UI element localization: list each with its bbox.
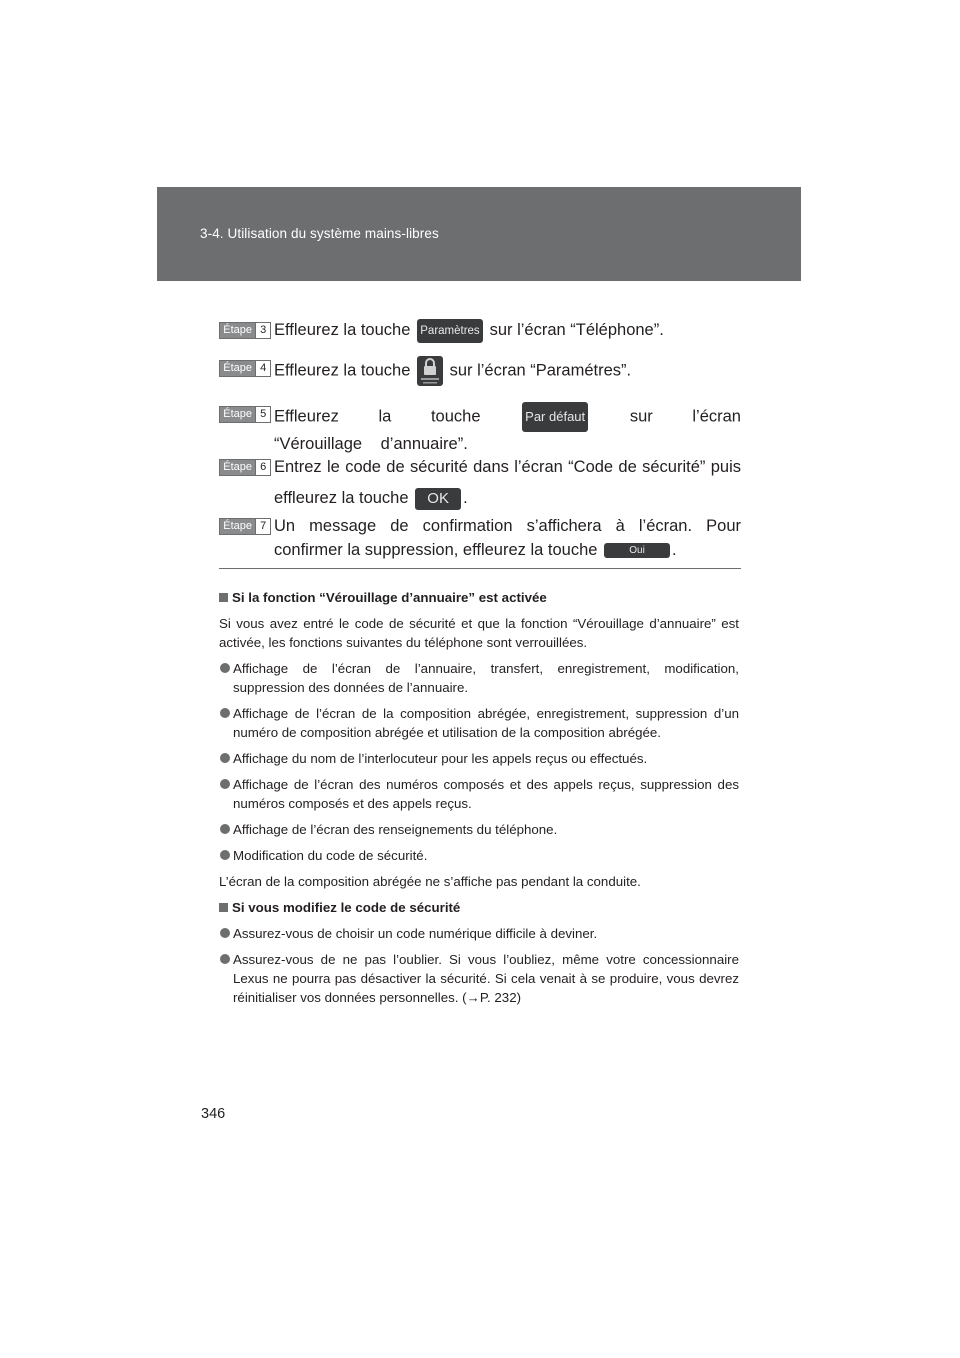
list-item: Affichage de l’écran de la composition abrégée, enregistrement, suppression d’un numéro de composition abrégée et utilisation de la composition abrégée.: [219, 704, 739, 742]
step-7: [219, 514, 741, 562]
list-item: Modification du code de sécurité.: [219, 846, 739, 865]
list-item: Affichage de l’écran de l’annuaire, transfert, enregistrement, modification, suppression des données de l’annuaire.: [219, 659, 739, 697]
step-badge: Étape 5: [219, 406, 271, 423]
step-badge: Étape 3: [219, 322, 271, 339]
notes-section: [219, 588, 739, 1007]
bullet-icon: [220, 779, 230, 789]
step-text: Effleurez la touche Paramètres sur l’écran “Téléphone”.: [274, 318, 741, 343]
list-item: Assurez-vous de choisir un code numérique difficile à deviner.: [219, 924, 739, 943]
list-item: Affichage du nom de l’interlocuteur pour les appels reçus ou effectués.: [219, 749, 739, 768]
step-3: [219, 318, 741, 343]
note-heading: Si vous modifiez le code de sécurité: [219, 898, 739, 917]
note-paragraph: Si vous avez entré le code de sécurité et que la fonction “Vérouillage d’annuaire” est activée, les fonctions suivantes du téléphone sont verrouillées.: [219, 616, 739, 650]
step-text: Effleurez la touche Par défaut sur l’écran “Vérouillage d’annuaire”.: [274, 402, 741, 456]
square-bullet-icon: [219, 593, 228, 602]
note-paragraph: L’écran de la composition abrégée ne s’affiche pas pendant la conduite.: [219, 874, 641, 889]
bullet-icon: [220, 824, 230, 834]
step-badge: Étape 6: [219, 459, 271, 476]
parametres-button[interactable]: Paramètres: [417, 319, 483, 343]
ok-button[interactable]: OK: [415, 488, 461, 510]
step-text: Effleurez la touche sur l’écran “Paramétres”.: [274, 356, 741, 386]
section-header-bar: [157, 187, 801, 281]
list-item: Assurez-vous de ne pas l’oublier. Si vous l’oubliez, même votre concessionnaire Lexus ne pourra pas désactiver la sécurité. Si cela venait à se produire, vous devrez réinitialiser vos données personnelles. (→P. 232): [219, 950, 739, 1007]
bullet-icon: [220, 708, 230, 718]
section-title: 3-4. Utilisation du système mains-libres: [200, 226, 439, 241]
square-bullet-icon: [219, 903, 228, 912]
oui-button[interactable]: Oui: [604, 543, 670, 558]
page-number: 346: [201, 1106, 226, 1122]
bullet-icon: [220, 928, 230, 938]
divider: [219, 568, 741, 569]
step-text: Un message de confirmation s’affichera à l’écran. Pour confirmer la suppression, effleurez la touche Oui .: [274, 517, 741, 559]
step-badge: Étape 7: [219, 518, 271, 535]
step-6: [219, 455, 741, 514]
step-5: [219, 402, 741, 456]
bullet-icon: [220, 954, 230, 964]
note-heading: Si la fonction “Vérouillage d’annuaire” est activée: [219, 588, 739, 607]
list-item: Affichage de l’écran des renseignements du téléphone.: [219, 820, 739, 839]
step-4: [219, 356, 741, 386]
list-item: Affichage de l’écran des numéros composés et des appels reçus, suppression des numéros composés et des appels reçus.: [219, 775, 739, 813]
step-text: Entrez le code de sécurité dans l’écran “Code de sécurité” puis effleurez la touche OK .: [274, 452, 741, 514]
step-badge: Étape 4: [219, 360, 271, 377]
bullet-icon: [220, 663, 230, 673]
lock-icon: [417, 356, 443, 386]
bullet-icon: [220, 850, 230, 860]
lock-button[interactable]: [417, 356, 443, 386]
bullet-icon: [220, 753, 230, 763]
par-defaut-button[interactable]: Par défaut: [522, 402, 588, 432]
